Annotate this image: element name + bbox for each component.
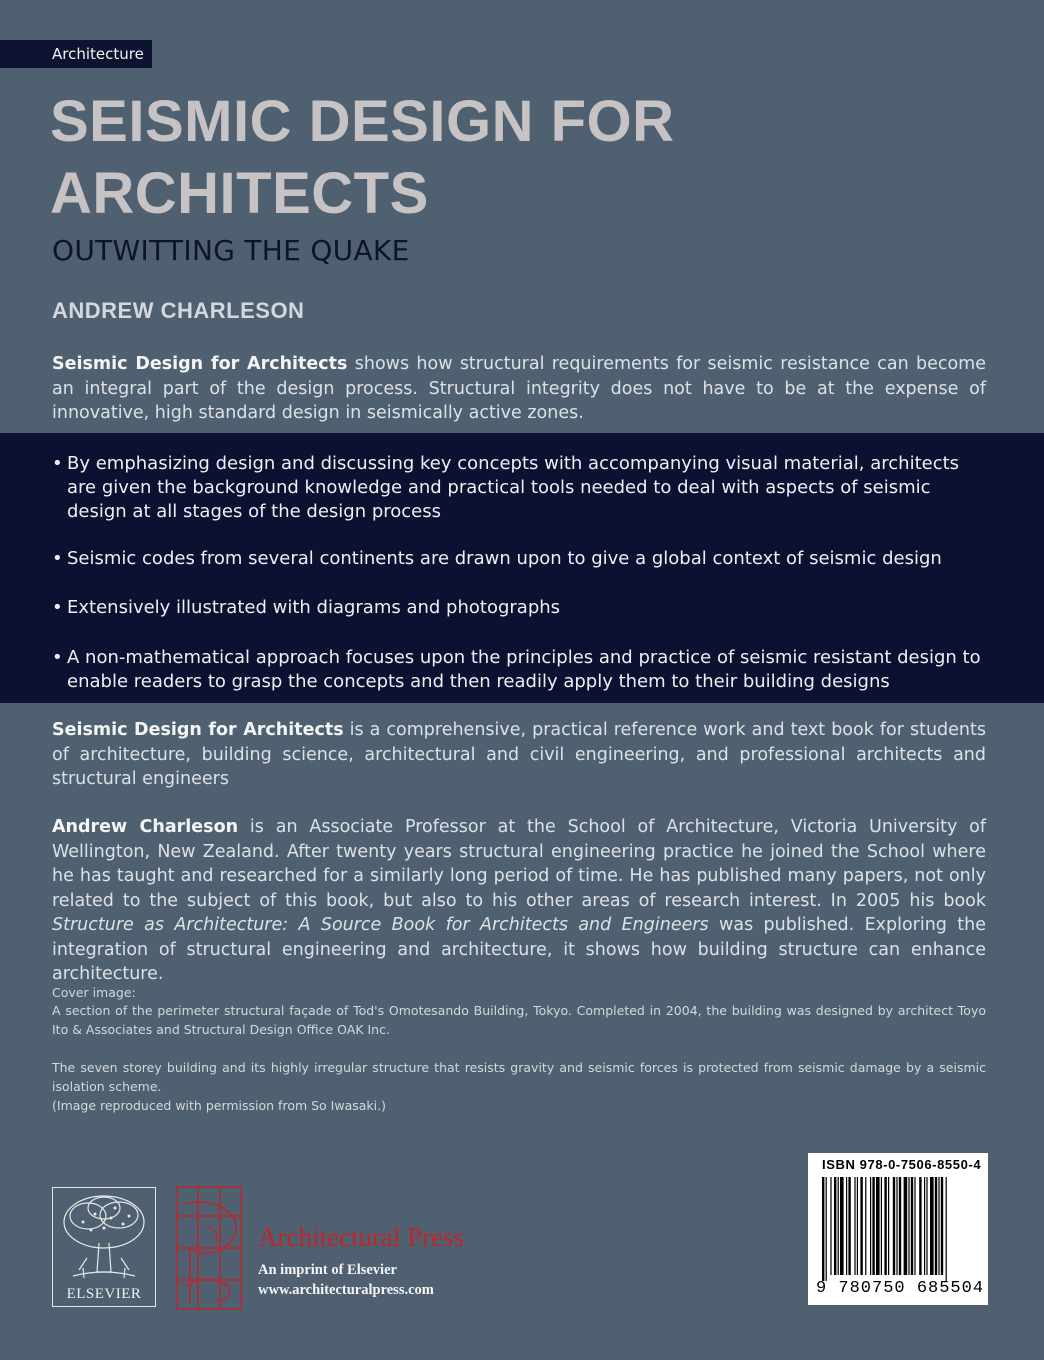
barcode-bar	[926, 1177, 927, 1275]
bio-book-title: Structure as Architecture: A Source Book for Architects and Engineers	[52, 915, 709, 935]
category-tab: Architecture	[0, 40, 152, 68]
barcode-digits: 9 780750 685504	[816, 1279, 985, 1298]
barcode-bar	[881, 1177, 882, 1275]
barcode-bar	[876, 1177, 880, 1275]
barcode-bar	[893, 1177, 895, 1275]
feature-text: A non-mathematical approach focuses upon the principles and practice of seismic resistant design to enable readers to grasp the concepts and then readily apply them to their building designs	[67, 647, 981, 692]
bio-text-1: is an Associate Professor at the School of Architecture, Victoria University of Wellington, New Zealand. After twenty years structural engineering practice he joined the School where he has taught and researched for a similarly long period of time. He has published many papers, not only related to the subject of this book, but also to his other areas of research interest. In 2005 his book	[52, 817, 987, 911]
elsevier-tree-icon	[53, 1188, 155, 1284]
publisher-imprint: An imprint of Elsevier	[258, 1262, 397, 1278]
barcode-bar	[911, 1177, 913, 1275]
feature-text: Extensively illustrated with diagrams and photographs	[67, 597, 561, 618]
barcode-bars	[822, 1177, 978, 1281]
intro-paragraph	[52, 352, 986, 426]
barcode-bar	[938, 1177, 939, 1275]
barcode-bar	[848, 1177, 850, 1275]
barcode-bar	[919, 1177, 921, 1275]
title-line-1: SEISMIC DESIGN FOR	[50, 89, 675, 154]
bio-lead: Andrew Charleson	[52, 817, 239, 837]
barcode-bar	[904, 1177, 908, 1275]
feature-text: By emphasizing design and discussing key concepts with accompanying visual material, architects are given the background knowledge and practical tools needed to deal with aspects of seismic design at all stages of the design process	[67, 453, 960, 522]
intro-text: shows how structural requirements for seismic resistance can become an integral part of the design process. Structural integrity does not have to be at the expense of innovative, high standard design in seismically active zones.	[52, 354, 986, 423]
audience-lead: Seismic Design for Architects	[52, 720, 344, 740]
barcode-bar	[899, 1177, 901, 1275]
barcode-bar	[935, 1177, 937, 1275]
barcode-bar	[888, 1177, 889, 1275]
book-subtitle: OUTWITTING THE QUAKE	[52, 234, 410, 267]
barcode-bar	[872, 1177, 874, 1275]
barcode-bar	[914, 1177, 915, 1275]
barcode-bar	[870, 1177, 871, 1275]
barcode-bar	[884, 1177, 886, 1275]
barcode-bar	[857, 1177, 858, 1275]
feature-text: Seismic codes from several continents are drawn upon to give a global context of seismic design	[67, 548, 942, 569]
barcode-bar	[826, 1177, 827, 1281]
barcode-bar	[865, 1177, 866, 1275]
book-title	[50, 86, 750, 230]
barcode-bar	[840, 1177, 844, 1275]
barcode-bar	[946, 1177, 947, 1281]
isbn-number: ISBN 978-0-7506-8550-4	[822, 1157, 982, 1172]
title-line-2: ARCHITECTS	[50, 161, 429, 226]
barcode-bar	[854, 1177, 855, 1275]
publisher-url: www.architecturalpress.com	[258, 1282, 434, 1298]
barcode-bar	[830, 1177, 831, 1275]
feature-bullet: • Seismic codes from several continents are drawn upon to give a global context of seismic design	[52, 548, 942, 569]
barcode-bar	[924, 1177, 925, 1275]
cover-image-caption-2: The seven storey building and its highly irregular structure that resists gravity and seismic forces is protected from seismic damage by a seismic isolation scheme.	[52, 1060, 986, 1094]
barcode-bar	[860, 1177, 862, 1275]
feature-bullet: • Extensively illustrated with diagrams and photographs	[52, 597, 561, 618]
barcode-bar	[846, 1177, 847, 1275]
barcode-bar	[822, 1177, 824, 1281]
intro-lead: Seismic Design for Architects	[52, 354, 348, 374]
image-credit: (Image reproduced with permission from So Iwasaki.)	[52, 1098, 386, 1113]
bio-text-2: was published. Exploring the integration of structural engineering and architecture, it shows how building structure can enhance architecture.	[52, 915, 986, 984]
architectural-press-logo-icon	[176, 1186, 242, 1310]
cover-image-caption: A section of the perimeter structural façade of Tod's Omotesando Building, Tokyo. Completed in 2004, the building was designed by architect Toyo Ito & Associates and Structural Design Office OAK Inc.	[52, 1003, 986, 1037]
barcode-bar	[838, 1177, 839, 1275]
author-bio-paragraph	[52, 815, 986, 987]
barcode-bar	[908, 1177, 909, 1275]
barcode-bar	[930, 1177, 934, 1275]
publisher-name: Architectural Press	[258, 1222, 465, 1252]
barcode-bar	[896, 1177, 897, 1275]
audience-text: is a comprehensive, practical reference work and text book for students of architecture, building science, architectural and civil engineering, and professional architects and structural engineers	[52, 720, 986, 789]
audience-paragraph	[52, 718, 986, 792]
feature-bullet: • A non-mathematical approach focuses upon the principles and practice of seismic resistant design to enable readers to grasp the concepts and then readily apply them to their building designs	[52, 647, 981, 692]
cover-image-heading: Cover image:	[52, 985, 136, 1000]
barcode-bar	[834, 1177, 836, 1275]
elsevier-logo	[52, 1187, 156, 1307]
barcode-bar	[941, 1177, 943, 1275]
author-name: ANDREW CHARLESON	[52, 298, 305, 323]
feature-bullet: • By emphasizing design and discussing key concepts with accompanying visual material, architects are given the background knowledge and practical tools needed to deal with aspects of seismic design at all stages of the design process	[52, 453, 960, 522]
elsevier-wordmark: ELSEVIER	[66, 1286, 142, 1302]
isbn-barcode	[808, 1153, 988, 1305]
